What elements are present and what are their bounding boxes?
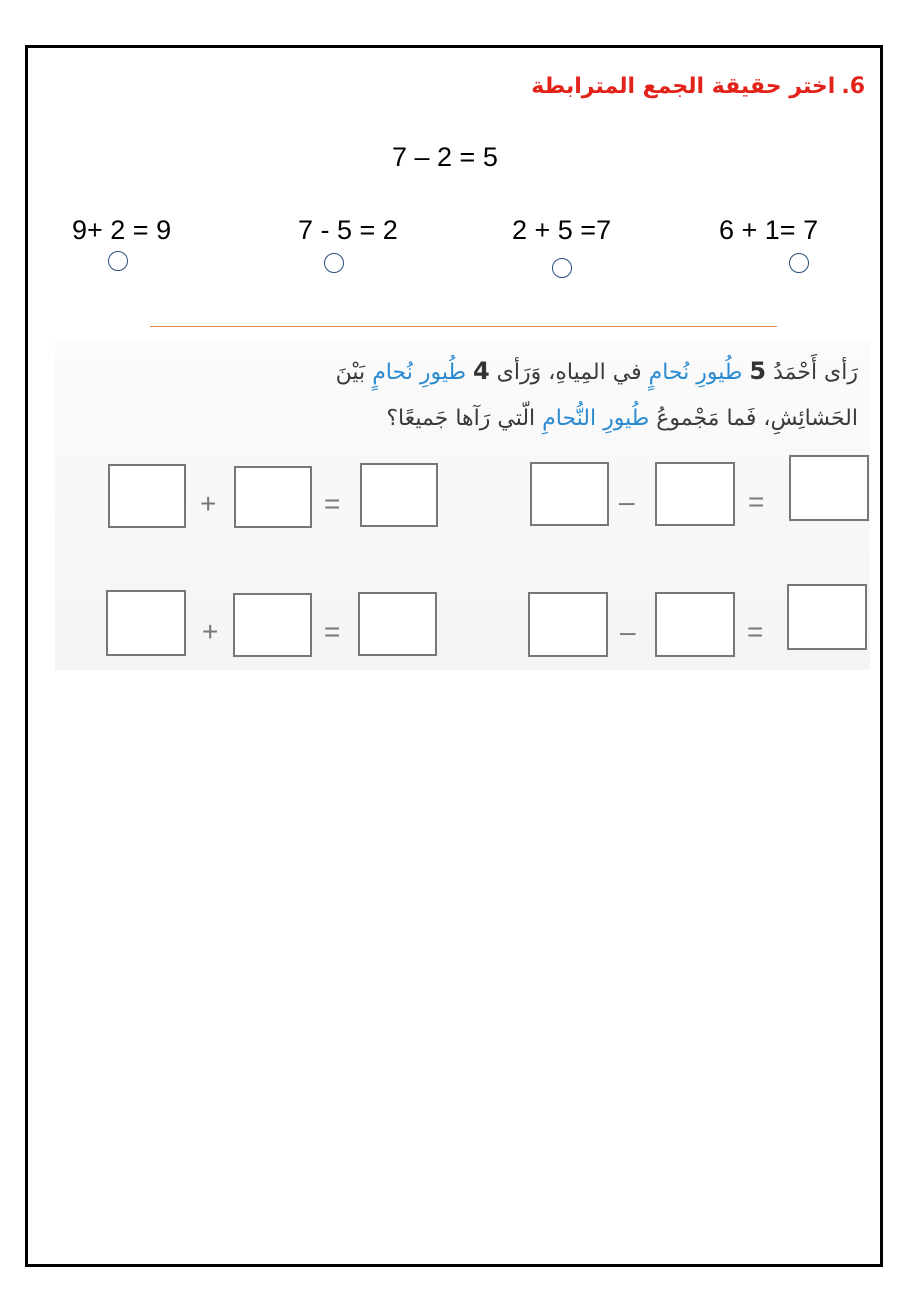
option-a-radio[interactable]: [108, 251, 128, 271]
answer-box[interactable]: [108, 464, 186, 528]
answer-box[interactable]: [528, 592, 608, 657]
answer-box[interactable]: [234, 466, 312, 528]
word-problem-line-1: رَأى أَحْمَدُ 5 طُيورِ نُحامٍ في المِياهِ، وَرَأى 4 طُيورِ نُحامٍ بَيْنَ: [335, 357, 858, 385]
option-c-radio[interactable]: [552, 258, 572, 278]
answer-box[interactable]: [655, 462, 735, 526]
plus-sign: +: [202, 616, 219, 647]
answer-box[interactable]: [233, 593, 312, 657]
answer-box[interactable]: [530, 462, 609, 526]
question-title: [531, 74, 865, 99]
question-number: 6.: [841, 74, 865, 99]
option-d-radio[interactable]: [789, 253, 809, 273]
equals-sign: =: [747, 616, 764, 647]
minus-sign: –: [620, 616, 636, 647]
plus-sign: +: [200, 488, 217, 519]
answer-box[interactable]: [787, 584, 867, 650]
equals-sign: =: [324, 616, 341, 647]
answer-box[interactable]: [106, 590, 186, 656]
option-a-label: 9+ 2 = 9: [72, 215, 172, 245]
section-divider: [150, 326, 777, 327]
word-problem-line-2: الحَشائِشِ، فَما مَجْموعُ طُيورِ النُّحامِ الّتي رَآها جَميعًا؟: [386, 406, 858, 431]
option-c-label: 2 + 5 =7: [512, 215, 612, 245]
word-problem-text: [168, 348, 858, 442]
answer-box[interactable]: [358, 592, 437, 656]
given-equation: 7 – 2 = 5: [392, 142, 498, 172]
equals-sign: =: [324, 488, 341, 519]
answer-box[interactable]: [360, 463, 438, 527]
answer-box[interactable]: [655, 592, 735, 657]
option-b-label: 7 - 5 = 2: [298, 215, 398, 245]
question-text: اختر حقيقة الجمع المترابطة: [531, 74, 836, 99]
option-b-radio[interactable]: [324, 253, 344, 273]
option-d-label: 6 + 1= 7: [719, 215, 819, 245]
minus-sign: –: [619, 486, 635, 517]
answer-box[interactable]: [789, 455, 869, 521]
equals-sign: =: [748, 486, 765, 517]
